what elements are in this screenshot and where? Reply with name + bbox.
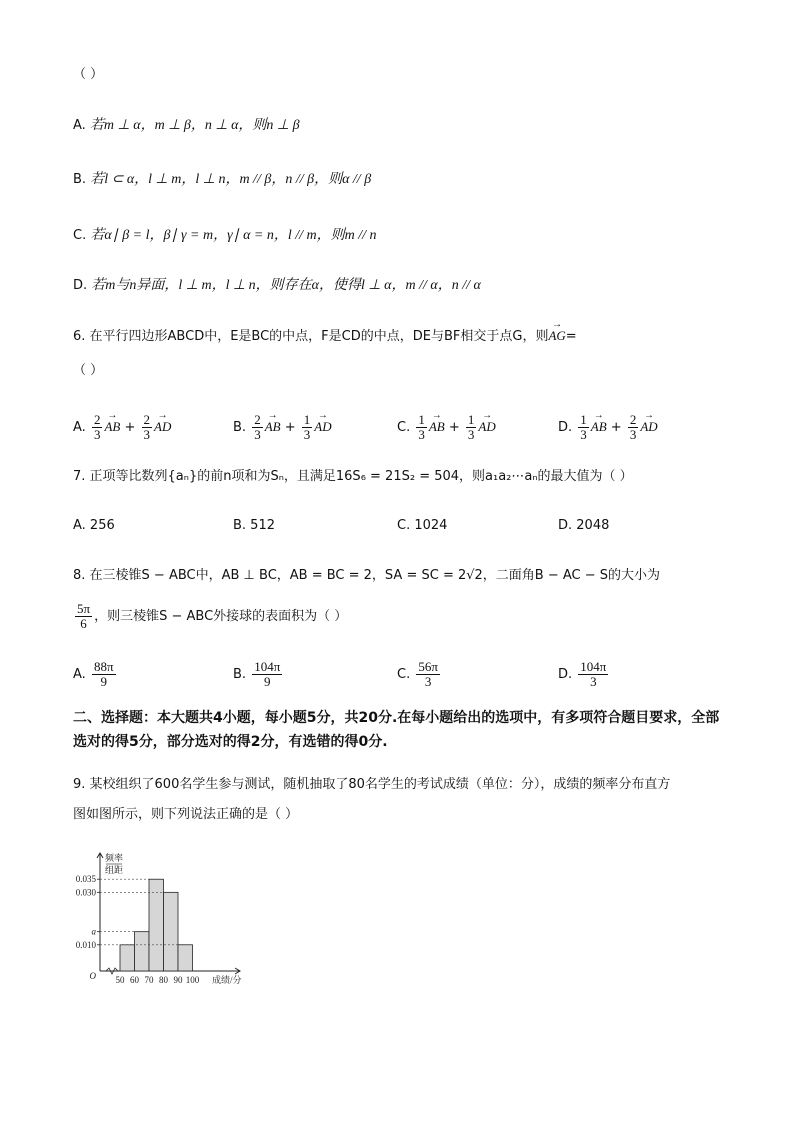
frequency-histogram xyxy=(70,845,270,995)
option-label: D. xyxy=(558,667,577,682)
x-tick-label: 70 xyxy=(144,975,154,985)
fraction-num: 88π xyxy=(93,659,114,674)
fraction-den: 3 xyxy=(424,674,432,689)
q5-paren: （ ） xyxy=(73,67,104,82)
fraction-den: 3 xyxy=(303,427,311,442)
option-text: 若m ⊥ α，m ⊥ β，n ⊥ α，则n ⊥ β xyxy=(89,118,300,133)
q6-paren: （ ） xyxy=(73,363,104,378)
fraction xyxy=(252,660,282,689)
option-label: C. xyxy=(397,420,415,435)
fraction-den: 9 xyxy=(100,674,107,689)
option-label: B. xyxy=(233,420,251,435)
histogram-bar xyxy=(149,879,164,971)
fraction-den: 3 xyxy=(254,427,261,442)
q8-option-b[interactable] xyxy=(233,660,284,689)
option-label: C. xyxy=(397,667,415,682)
option-label: C. xyxy=(73,228,87,243)
y-tick-label: 0.010 xyxy=(75,939,96,950)
q5-option-a[interactable] xyxy=(73,117,300,135)
fraction-den: 3 xyxy=(93,427,101,442)
q7-option-b[interactable]: B. 512 xyxy=(233,518,275,533)
q5-option-b[interactable] xyxy=(73,171,371,189)
histogram-bar xyxy=(178,945,193,971)
q7-option-a[interactable]: A. 256 xyxy=(73,518,115,533)
q6-stem xyxy=(73,327,577,346)
fraction xyxy=(466,413,477,442)
q7-option-c[interactable]: C. 1024 xyxy=(397,518,448,533)
fraction-num: 56π xyxy=(418,659,438,674)
x-tick-label: 60 xyxy=(130,975,139,985)
q7-option-d[interactable]: D. 2048 xyxy=(558,518,610,533)
y-tick-label: a xyxy=(91,926,96,937)
x-tick-label: 90 xyxy=(173,975,183,985)
fraction-den: 3 xyxy=(580,427,587,442)
fraction-num: 2 xyxy=(629,412,637,427)
fraction-num: 2 xyxy=(93,412,101,427)
vector: → AD xyxy=(478,418,495,436)
option-text: 若α∣ β = l，β∣ γ = m，γ∣ α = n，l // m，则m // n xyxy=(90,228,377,243)
q8-option-d[interactable] xyxy=(558,660,610,689)
option-text: 若l ⊂ α，l ⊥ m，l ⊥ n，m // β，n // β，则α // β xyxy=(90,172,372,187)
q5-option-d[interactable] xyxy=(73,277,481,295)
q8-option-a[interactable] xyxy=(73,660,118,689)
q8-stem: 8. 在三棱锥S − ABC中，AB ⊥ BC，AB = BC = 2，SA = SC = 2√2，二面角B − AC − S的大小为 xyxy=(73,568,661,583)
angle-num: 5π xyxy=(77,601,91,616)
q8-stem2-text: ，则三棱锥S − ABC外接球的表面积为（ ） xyxy=(94,609,348,624)
fraction xyxy=(578,413,589,442)
fraction xyxy=(92,660,116,689)
vector: → AD xyxy=(154,418,171,436)
x-label: 成绩/分 xyxy=(212,975,242,985)
plus-sign: + xyxy=(280,420,300,435)
option-label: A. xyxy=(73,420,90,435)
y-label-top: 频率 xyxy=(104,853,124,863)
q6-option-c[interactable] xyxy=(397,413,496,442)
fraction-den: 3 xyxy=(143,427,150,442)
fraction-num: 104π xyxy=(580,659,607,674)
option-label: D. xyxy=(73,278,88,293)
vector: → AD xyxy=(640,418,657,436)
fraction xyxy=(92,413,103,442)
fraction xyxy=(142,413,153,442)
option-label: A. xyxy=(73,118,86,133)
plus-sign: + xyxy=(444,420,464,435)
option-label: D. xyxy=(558,420,577,435)
q6-stem-text: 6. 在平行四边形ABCD中，E是BC的中点，F是CD的中点，DE与BF相交于点G，则 xyxy=(73,329,549,344)
q9-stem-1: 9. 某校组织了600名学生参与测试，随机抽取了80名学生的考试成绩（单位：分），成绩的频率分布直方 xyxy=(73,777,671,792)
vector: → AB xyxy=(429,418,445,436)
option-label: B. xyxy=(233,667,251,682)
option-label: A. xyxy=(73,667,90,682)
fraction-num: 1 xyxy=(303,412,311,427)
x-tick-label: 50 xyxy=(115,975,125,985)
fraction-den: 3 xyxy=(629,427,637,442)
option-text: 若m与n异面，l ⊥ m，l ⊥ n，则存在α，使得l ⊥ α，m // α，n // α xyxy=(91,278,481,293)
plus-sign: + xyxy=(120,420,140,435)
angle-den: 6 xyxy=(80,616,87,631)
plus-sign: + xyxy=(606,420,626,435)
fraction-den: 9 xyxy=(263,674,271,689)
fraction-num: 104π xyxy=(254,659,281,674)
q9-stem-2: 图如图所示，则下列说法正确的是（ ） xyxy=(73,807,299,822)
q5-option-c[interactable] xyxy=(73,227,377,245)
q7-stem: 7. 正项等比数列{aₙ}的前n项和为Sₙ，且满足16S₆ = 21S₂ = 504，则a₁a₂⋯aₙ的最大值为（ ） xyxy=(73,469,633,484)
histogram-bar xyxy=(164,892,179,971)
section-2-heading: 二、选择题：本大题共4小题，每小题5分，共20分.在每小题给出的选项中，有多项符合题目要求，全部选对的得5分，部分选对的得2分，有选错的得0分. xyxy=(73,710,720,750)
q6-option-a[interactable] xyxy=(73,413,171,442)
vector: → AB xyxy=(104,418,120,436)
angle-fraction xyxy=(75,602,92,631)
vector: → AB xyxy=(591,418,607,436)
y-tick-label: 0.035 xyxy=(75,874,96,885)
fraction xyxy=(416,660,440,689)
q6-option-b[interactable] xyxy=(233,413,332,442)
q6-option-d[interactable] xyxy=(558,413,658,442)
vector: → AD xyxy=(314,418,331,436)
option-label: B. xyxy=(73,172,87,187)
origin-label: O xyxy=(89,971,96,981)
y-tick-label: 0.030 xyxy=(75,887,96,898)
fraction-num: 2 xyxy=(143,412,150,427)
fraction xyxy=(578,660,608,689)
q8-stem-2 xyxy=(73,602,347,631)
fraction xyxy=(302,413,313,442)
fraction-den: 3 xyxy=(467,427,475,442)
fraction xyxy=(252,413,263,442)
x-tick-label: 80 xyxy=(159,975,168,985)
equals-sign: = xyxy=(565,329,577,344)
vector-ag: → AG xyxy=(548,327,565,345)
histogram-bar xyxy=(120,945,135,971)
vector: → AB xyxy=(265,418,281,436)
x-tick-label: 100 xyxy=(185,975,200,985)
fraction-num: 2 xyxy=(254,412,261,427)
fraction xyxy=(628,413,639,442)
fraction-num: 1 xyxy=(580,412,587,427)
fraction xyxy=(416,413,427,442)
histogram-bar xyxy=(135,932,150,971)
fraction-den: 3 xyxy=(590,674,597,689)
q8-option-c[interactable] xyxy=(397,660,442,689)
fraction-num: 1 xyxy=(418,412,425,427)
fraction-num: 1 xyxy=(467,412,475,427)
fraction-den: 3 xyxy=(418,427,425,442)
y-label-bottom: 组距 xyxy=(104,865,124,875)
